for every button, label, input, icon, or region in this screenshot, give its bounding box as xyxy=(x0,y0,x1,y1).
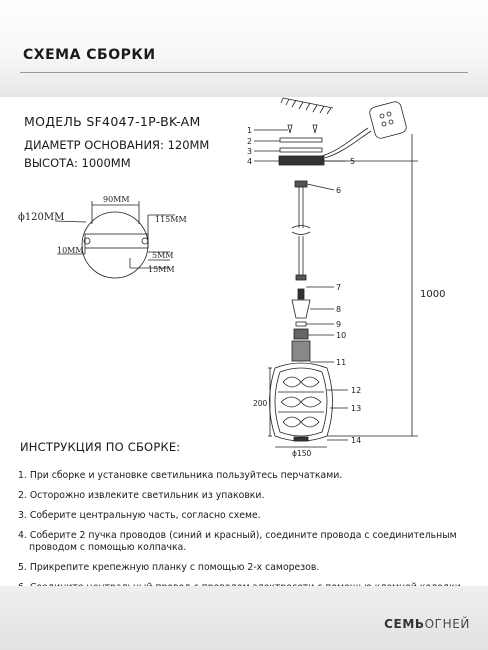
instruction-step: 2. Осторожно извлеките светильник из упаковки. xyxy=(18,490,265,501)
header-band xyxy=(0,0,488,97)
base-circle xyxy=(82,212,148,278)
leader-12: 12 xyxy=(351,386,362,395)
height-spec: ВЫСОТА: 1000ММ xyxy=(24,156,131,170)
small-dim-label-1: 5MM xyxy=(152,251,174,260)
width-dim-label: 90MM xyxy=(103,195,130,204)
instruction-list xyxy=(18,470,483,602)
instruction-step: 1. При сборке и установке светильника пользуйтесь перчатками. xyxy=(18,470,343,481)
leader-13: 13 xyxy=(351,404,362,413)
left-dim-label: 10MM xyxy=(57,246,84,255)
total-height-label: 1000 xyxy=(420,289,446,300)
instructions-title: ИНСТРУКЦИЯ ПО СБОРКЕ: xyxy=(20,440,181,454)
leader-labels xyxy=(247,126,361,445)
diameter-dim-label: ϕ120MM xyxy=(18,212,65,223)
shade-height-label: 200 xyxy=(253,399,268,408)
leader-10: 10 xyxy=(336,331,347,340)
page-title: СХЕМА СБОРКИ xyxy=(23,47,156,63)
leader-6: 6 xyxy=(336,186,342,195)
footer-band xyxy=(0,586,488,650)
right-dim-label: 115MM xyxy=(155,215,187,224)
leader-3: 3 xyxy=(247,147,253,156)
header-divider xyxy=(20,72,468,73)
shade-diameter-label: ϕ150 xyxy=(292,449,312,458)
model-spec: МОДЕЛЬ SF4047-1P-BK-AM xyxy=(24,114,201,129)
brand-logo: СЕМЬОГНЕЙ xyxy=(384,617,470,631)
instruction-step: 5. Прикрепите крепежную планку с помощью 2-х саморезов. xyxy=(18,562,320,573)
ceiling-hatch xyxy=(281,98,333,114)
instruction-step: 4. Соберите 2 пучка проводов (синий и красный), соедините провода с соединительным проводом с помощью колпачка. xyxy=(18,530,457,553)
leader-4: 4 xyxy=(247,157,253,166)
leader-1: 1 xyxy=(247,126,253,135)
instruction-step: 3. Соберите центральную часть, согласно схеме. xyxy=(18,510,261,521)
leader-8: 8 xyxy=(336,305,342,314)
leader-7: 7 xyxy=(336,283,342,292)
leader-11: 11 xyxy=(336,358,347,367)
leader-14: 14 xyxy=(351,436,362,445)
leader-9: 9 xyxy=(336,320,342,329)
leader-2: 2 xyxy=(247,137,253,146)
diameter-spec: ДИАМЕТР ОСНОВАНИЯ: 120ММ xyxy=(24,138,210,152)
leader-5: 5 xyxy=(350,157,356,166)
small-dim-label-2: 15MM xyxy=(148,265,175,274)
